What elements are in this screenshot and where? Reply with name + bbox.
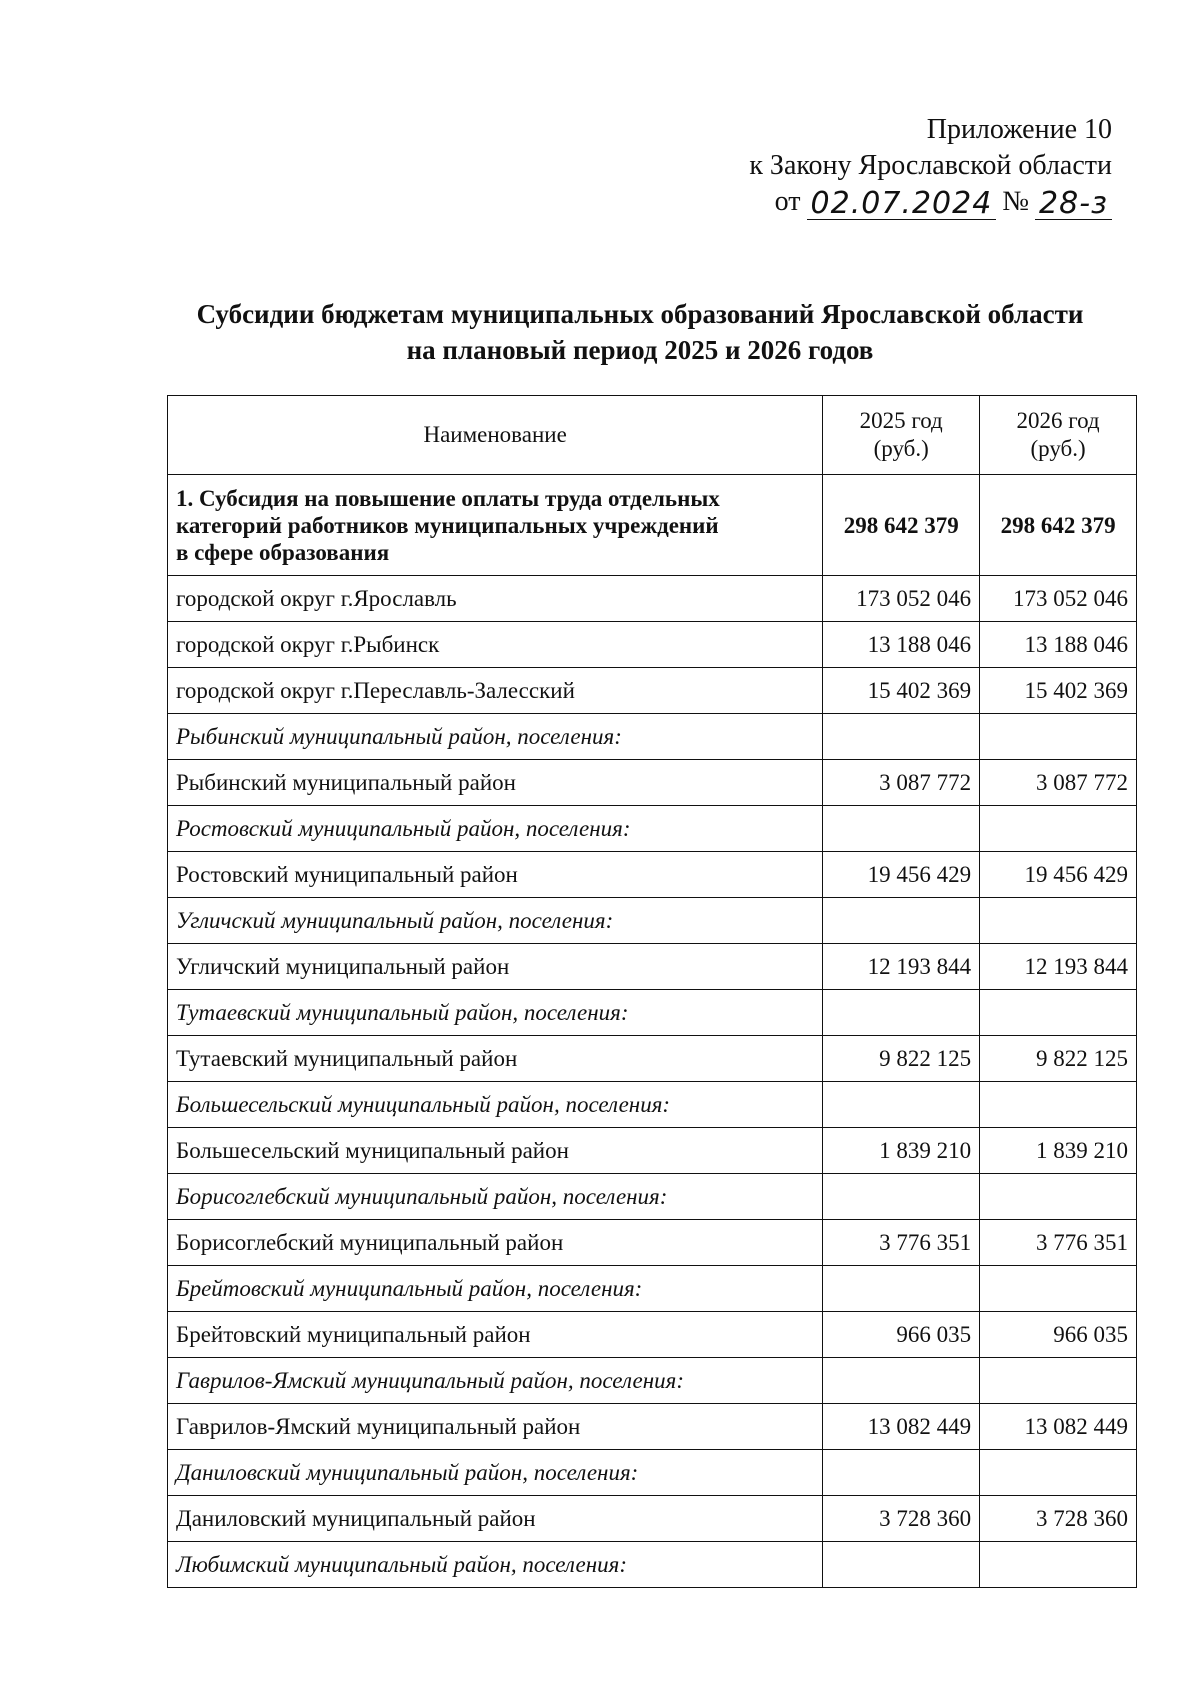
header-2026-unit: (руб.) (1030, 436, 1086, 461)
appendix-line3 (692, 184, 1112, 220)
row-name: Любимский муниципальный район, поселения: (168, 1542, 823, 1588)
header-2025-year: 2025 год (859, 408, 943, 433)
section-total-2026: 298 642 379 (980, 475, 1137, 576)
row-value-2026: 13 188 046 (980, 622, 1137, 668)
row-value-2026 (980, 714, 1137, 760)
row-name: Угличский муниципальный район (168, 944, 823, 990)
table-row (168, 1128, 1137, 1174)
district-heading-row (168, 1266, 1137, 1312)
table-header-row (168, 396, 1137, 475)
row-value-2025: 13 188 046 (823, 622, 980, 668)
district-heading-row (168, 898, 1137, 944)
row-value-2025 (823, 806, 980, 852)
row-value-2026: 15 402 369 (980, 668, 1137, 714)
row-value-2026 (980, 990, 1137, 1036)
header-2025-unit: (руб.) (873, 436, 929, 461)
row-value-2025: 173 052 046 (823, 576, 980, 622)
district-heading-row (168, 806, 1137, 852)
table-row (168, 622, 1137, 668)
row-name: городской округ г.Переславль-Залесский (168, 668, 823, 714)
row-name: Тутаевский муниципальный район (168, 1036, 823, 1082)
row-value-2025 (823, 714, 980, 760)
table-row (168, 852, 1137, 898)
row-value-2026: 1 839 210 (980, 1128, 1137, 1174)
appendix-line2: к Закону Ярославской области (749, 150, 1112, 181)
row-value-2025: 19 456 429 (823, 852, 980, 898)
section-title-line2: категорий работников муниципальных учреждений (176, 512, 719, 538)
row-value-2026 (980, 1174, 1137, 1220)
row-value-2026: 9 822 125 (980, 1036, 1137, 1082)
row-value-2026 (980, 1266, 1137, 1312)
row-value-2025: 3 776 351 (823, 1220, 980, 1266)
row-name: Брейтовский муниципальный район (168, 1312, 823, 1358)
district-heading-row (168, 1358, 1137, 1404)
row-value-2026: 19 456 429 (980, 852, 1137, 898)
row-value-2025: 1 839 210 (823, 1128, 980, 1174)
row-value-2025: 13 082 449 (823, 1404, 980, 1450)
district-heading-row (168, 1174, 1137, 1220)
district-heading-row (168, 1542, 1137, 1588)
row-value-2025 (823, 1358, 980, 1404)
row-value-2025 (823, 1174, 980, 1220)
table-row (168, 1220, 1137, 1266)
header-name: Наименование (168, 396, 823, 475)
section-title (168, 475, 823, 576)
table-row (168, 668, 1137, 714)
table-row (168, 1404, 1137, 1450)
row-name: Гаврилов-Ямский муниципальный район, поселения: (168, 1358, 823, 1404)
row-value-2025: 3 087 772 (823, 760, 980, 806)
subsidy-table (167, 395, 1137, 1588)
row-value-2026: 13 082 449 (980, 1404, 1137, 1450)
row-name: Ростовский муниципальный район (168, 852, 823, 898)
section-title-line1: 1. Субсидия на повышение оплаты труда отдельных (176, 485, 720, 511)
row-name: городской округ г.Рыбинск (168, 622, 823, 668)
district-heading-row (168, 990, 1137, 1036)
row-name: Большесельский муниципальный район, поселения: (168, 1082, 823, 1128)
row-name: Рыбинский муниципальный район (168, 760, 823, 806)
handwritten-date: 02.07.2024 (807, 189, 997, 220)
table-row (168, 1496, 1137, 1542)
row-name: Ростовский муниципальный район, поселения: (168, 806, 823, 852)
appendix-date-prefix: от (774, 186, 801, 217)
district-heading-row (168, 714, 1137, 760)
header-2026 (980, 396, 1137, 475)
row-value-2025 (823, 990, 980, 1036)
handwritten-number: 28-з (1035, 189, 1112, 220)
row-value-2026 (980, 1450, 1137, 1496)
row-value-2026 (980, 1358, 1137, 1404)
row-value-2026: 3 087 772 (980, 760, 1137, 806)
appendix-line1: Приложение 10 (926, 114, 1112, 145)
row-name: Брейтовский муниципальный район, поселения: (168, 1266, 823, 1312)
appendix-number-label: № (1002, 186, 1030, 217)
row-value-2026: 173 052 046 (980, 576, 1137, 622)
section-total-2025: 298 642 379 (823, 475, 980, 576)
row-name: Даниловский муниципальный район (168, 1496, 823, 1542)
row-value-2025 (823, 1542, 980, 1588)
row-value-2025: 9 822 125 (823, 1036, 980, 1082)
row-value-2026 (980, 1542, 1137, 1588)
row-name: городской округ г.Ярославль (168, 576, 823, 622)
title-line2: на плановый период 2025 и 2026 годов (406, 335, 874, 365)
row-name: Большесельский муниципальный район (168, 1128, 823, 1174)
row-name: Тутаевский муниципальный район, поселения: (168, 990, 823, 1036)
row-name: Гаврилов-Ямский муниципальный район (168, 1404, 823, 1450)
section-title-line3: в сфере образования (176, 539, 390, 565)
document-title (150, 296, 1130, 368)
row-value-2025 (823, 898, 980, 944)
row-value-2026: 966 035 (980, 1312, 1137, 1358)
row-value-2026: 12 193 844 (980, 944, 1137, 990)
row-name: Угличский муниципальный район, поселения: (168, 898, 823, 944)
row-name: Даниловский муниципальный район, поселения: (168, 1450, 823, 1496)
row-value-2025: 15 402 369 (823, 668, 980, 714)
table-row (168, 944, 1137, 990)
row-value-2025 (823, 1450, 980, 1496)
table-row (168, 760, 1137, 806)
row-name: Борисоглебский муниципальный район, поселения: (168, 1174, 823, 1220)
section-row (168, 475, 1137, 576)
appendix-header (692, 112, 1112, 220)
row-name: Рыбинский муниципальный район, поселения: (168, 714, 823, 760)
row-value-2025 (823, 1266, 980, 1312)
header-2025 (823, 396, 980, 475)
table-row (168, 1312, 1137, 1358)
title-line1: Субсидии бюджетам муниципальных образований Ярославской области (196, 299, 1084, 329)
row-value-2025: 3 728 360 (823, 1496, 980, 1542)
row-value-2026 (980, 806, 1137, 852)
row-value-2026 (980, 898, 1137, 944)
row-name: Борисоглебский муниципальный район (168, 1220, 823, 1266)
district-heading-row (168, 1450, 1137, 1496)
row-value-2026 (980, 1082, 1137, 1128)
district-heading-row (168, 1082, 1137, 1128)
row-value-2025 (823, 1082, 980, 1128)
table-row (168, 576, 1137, 622)
row-value-2025: 966 035 (823, 1312, 980, 1358)
header-2026-year: 2026 год (1016, 408, 1100, 433)
row-value-2026: 3 728 360 (980, 1496, 1137, 1542)
row-value-2026: 3 776 351 (980, 1220, 1137, 1266)
table-row (168, 1036, 1137, 1082)
row-value-2025: 12 193 844 (823, 944, 980, 990)
